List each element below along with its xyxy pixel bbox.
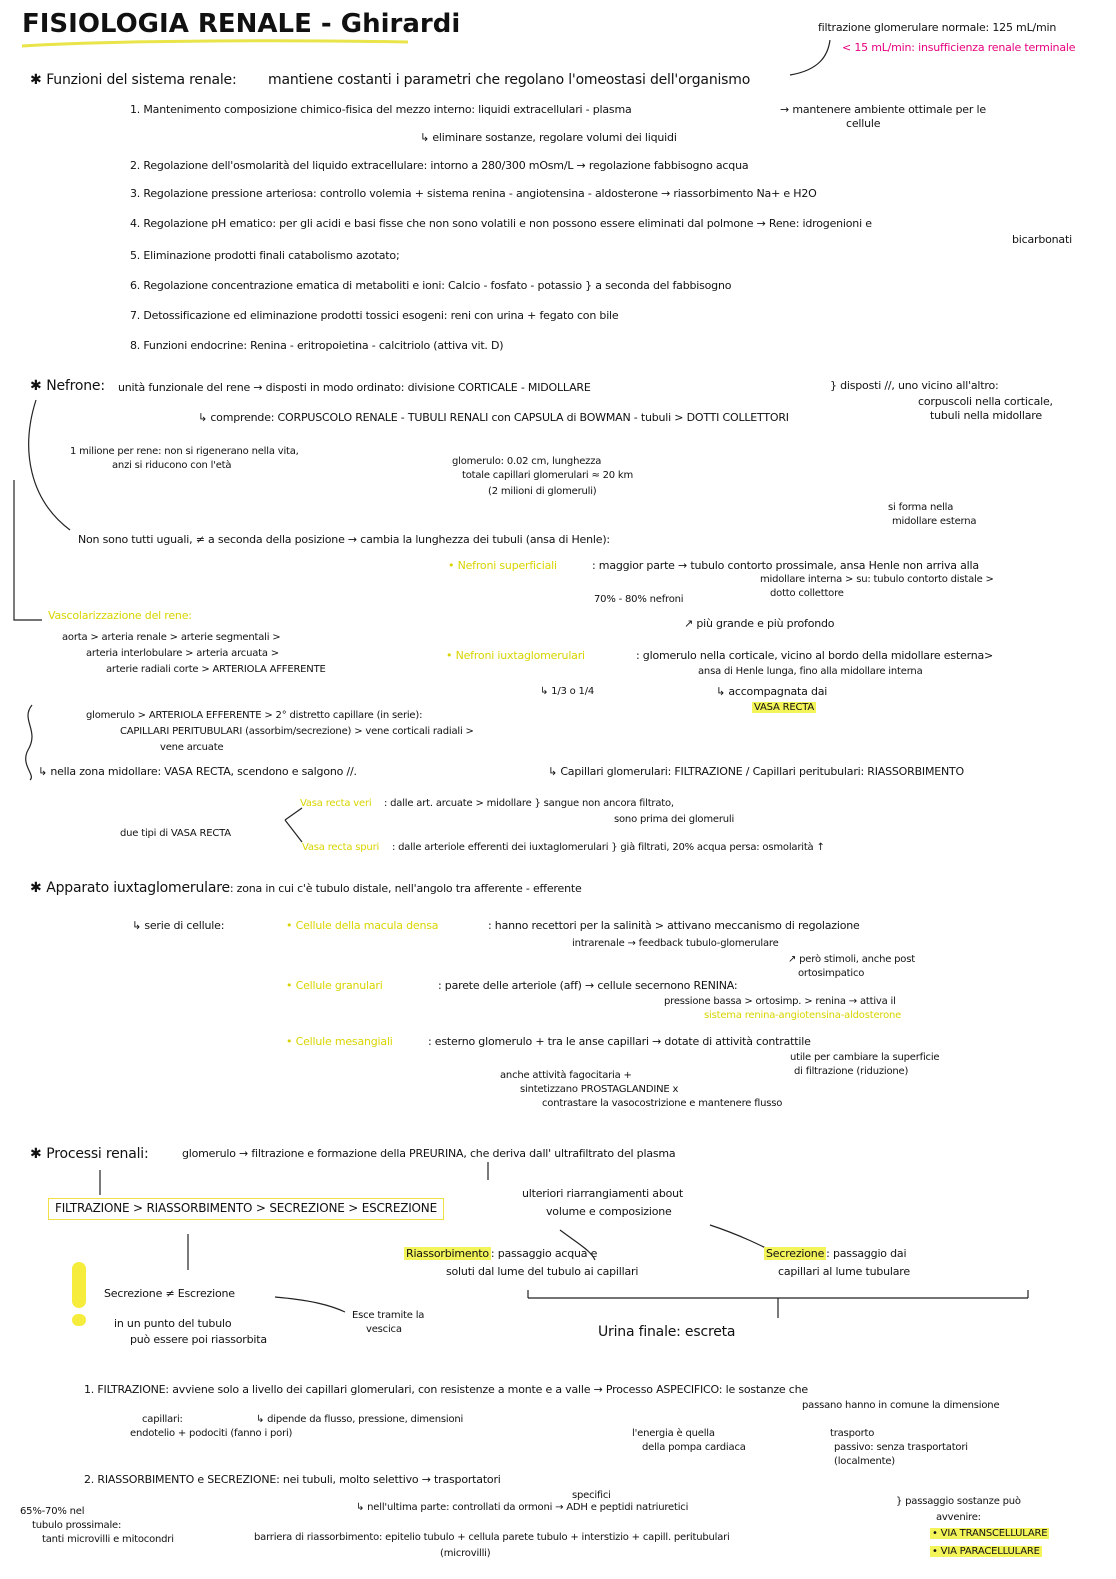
trasporto-1: trasporto [830,1428,875,1439]
cellule-granulari-text3: sistema renina-angiotensina-aldosterone [704,1010,902,1021]
nefrone-forma-2: midollare esterna [892,516,977,527]
nefroni-superficiali-pct: 70% - 80% nefroni [594,594,684,605]
macula-densa-label: • Cellule della macula densa [286,919,439,932]
gfr-insufficiency: < 15 mL/min: insufficienza renale terminale [842,41,1076,54]
funzioni-item-1: 1. Mantenimento composizione chimico-fisica del mezzo interno: liquidi extracellulari - plasma [130,103,632,116]
passaggio-1: } passaggio sostanze può [896,1496,1021,1507]
nefroni-superficiali-text: : maggior parte → tubulo contorto prossimale, ansa Henle non arriva alla [592,559,979,572]
riass-specifici: specifici [572,1490,611,1501]
macula-densa-text: : hanno recettori per la salinità > attivano meccanismo di regolazione [488,919,860,932]
nefroni-iuxta-text4: VASA RECTA [754,702,815,713]
energia-1: l'energia è quella [632,1428,715,1439]
funzioni-heading: ✱ Funzioni del sistema renale: [30,72,237,88]
secrezione-vs-3: può essere poi riassorbita [130,1333,267,1346]
funzioni-item-4: 4. Regolazione pH ematico: per gli acidi e basi fisse che non sono volatili e non possono essere eliminati dal polmone → Rene: idrogenioni e [130,217,872,230]
funzioni-item-4-cont: bicarbonati [1012,233,1072,246]
trasporto-3: (localmente) [834,1456,896,1467]
vasa-recta-spuri-text: : dalle arteriole efferenti dei iuxtaglomerulari } già filtrati, 20% acqua persa: osmolarità ↑ [392,842,825,853]
nefroni-iuxta-text3: ↳ accompagnata dai [716,685,828,698]
energia-2: della pompa cardiaca [642,1442,746,1453]
nefroni-iuxta-label: • Nefroni iuxtaglomerulari [446,649,585,662]
funzioni-item-1-right: → mantenere ambiente ottimale per le [780,103,986,116]
nefrone-forma-1: si forma nella [888,502,954,513]
funzioni-item-8: 8. Funzioni endocrine: Renina - eritropoietina - calcitriolo (attiva vit. D) [130,339,504,352]
nefroni-iuxta-top: ↗ più grande e più profondo [684,617,835,630]
filtrazione-line1: 1. FILTRAZIONE: avviene solo a livello dei capillari glomerulari, con resistenze a monte e a valle → Processo ASPECIFICO: le sostanze che [84,1383,808,1396]
vasc-heading: Vascolarizzazione del rene: [48,609,192,622]
vasc-line-5: CAPILLARI PERITUBULARI (assorbim/secrezione) > vene corticali radiali > [120,726,474,737]
nefrone-right3: tubuli nella midollare [930,409,1042,422]
nefrone-million-1: 1 milione per rene: non si rigenerano nella vita, [70,446,299,457]
processi-line1: glomerulo → filtrazione e formazione della PREURINA, che deriva dall' ultrafiltrato del plasma [182,1147,676,1160]
nefrone-million-2: anzi si riducono con l'età [112,460,232,471]
funzioni-item-7: 7. Detossificazione ed eliminazione prodotti tossici esogeni: reni con urina + fegato con bile [130,309,619,322]
processi-box: FILTRAZIONE > RIASSORBIMENTO > SECREZIONE > ESCREZIONE [48,1198,444,1220]
funzioni-item-5: 5. Eliminazione prodotti finali catabolismo azotato; [130,249,400,262]
macula-densa-text2: intrarenale → feedback tubulo-glomerulare [572,938,779,949]
nefrone-heading: ✱ Nefrone: [30,378,105,394]
warning-mark-bar [72,1262,86,1308]
vasc-line-3: arterie radiali corte > ARTERIOLA AFFERENTE [106,664,326,675]
filtrazione-capillari-b: endotelio + podociti (fanno i pori) [130,1428,293,1439]
cellule-mesangiali-label: • Cellule mesangiali [286,1035,393,1048]
processi-heading: ✱ Processi renali: [30,1146,149,1162]
nefrone-comprende: ↳ comprende: CORPUSCOLO RENALE - TUBULI RENALI con CAPSULA di BOWMAN - tubuli > DOTTI COLLETTORI [198,411,789,424]
cellule-granulari-text: : parete delle arteriole (aff) → cellule secernono RENINA: [438,979,738,992]
pct-2: tubulo prossimale: [32,1520,122,1531]
apparato-serie: ↳ serie di cellule: [132,919,225,932]
nefrone-notsame: Non sono tutti uguali, ≠ a seconda della posizione → cambia la lunghezza dei tubuli (ansa di Henle): [78,533,610,546]
capillari-line: ↳ Capillari glomerulari: FILTRAZIONE / Capillari peritubulari: RIASSORBIMENTO [548,765,965,778]
filtrazione-line1b: passano hanno in comune la dimensione [802,1400,1000,1411]
via-paracellulare: • VIA PARACELLULARE [932,1546,1040,1557]
vasa-recta-veri-label: Vasa recta veri [300,798,372,809]
page-title: FISIOLOGIA RENALE - Ghirardi [22,9,461,39]
secrezione-label: Secrezione : passaggio dai [766,1247,907,1260]
urina-finale: Urina finale: escreta [598,1324,736,1340]
warning-mark-dot [72,1314,86,1326]
funzioni-intro: mantiene costanti i parametri che regolano l'omeostasi dell'organismo [268,72,751,88]
secrezione-vs-2: in un punto del tubulo [114,1317,232,1330]
nefroni-iuxta-text: : glomerulo nella corticale, vicino al bordo della midollare esterna> [636,649,994,662]
nefroni-superficiali-text2: midollare interna > su: tubulo contorto distale > [760,574,994,585]
funzioni-item-1-sub: ↳ eliminare sostanze, regolare volumi dei liquidi [420,131,677,144]
apparato-heading: ✱ Apparato iuxtaglomerulare: zona in cui c'è tubulo distale, nell'angolo tra afferente - efferente [30,880,582,896]
riass-secr-line: 2. RIASSORBIMENTO e SECREZIONE: nei tubuli, molto selettivo → trasportatori [84,1473,501,1486]
nefrone-line1: unità funzionale del rene → disposti in modo ordinato: divisione CORTICALE - MIDOLLARE [118,381,591,394]
nefrone-glom-2: totale capillari glomerulari ≈ 20 km [462,470,634,481]
funzioni-item-3: 3. Regolazione pressione arteriosa: controllo volemia + sistema renina - angiotensina - aldosterone → riassorbimento Na+ e H2O [130,187,817,200]
funzioni-item-1-right2: cellule [846,117,881,130]
cellule-mesangiali-text2: utile per cambiare la superficie [790,1052,940,1063]
esce-2: vescica [366,1324,402,1335]
cellule-mesangiali-text6: contrastare la vasocostrizione e mantenere flusso [542,1098,783,1109]
barriera-riassorbimento: barriera di riassorbimento: epitelio tubulo + cellula parete tubulo + interstizio + capill. peritubulari [254,1532,730,1543]
nefrone-glom-1: glomerulo: 0.02 cm, lunghezza [452,456,602,467]
funzioni-item-2: 2. Regolazione dell'osmolarità del liquido extracellulare: intorno a 280/300 mOsm/L → regolazione fabbisogno acqua [130,159,749,172]
via-transcellulare: • VIA TRANSCELLULARE [932,1528,1048,1539]
barriera-microvilli: (microvilli) [440,1548,491,1559]
ultima-parte: ↳ nell'ultima parte: controllati da ormoni → ADH e peptidi natriuretici [356,1502,689,1513]
cellule-granulari-label: • Cellule granulari [286,979,383,992]
nefroni-iuxta-text2: ansa di Henle lunga, fino alla midollare interna [698,666,923,677]
pct-1: 65%-70% nel [20,1506,85,1517]
nefrone-right1: } disposti //, uno vicino all'altro: [830,379,999,392]
vasc-line-4: glomerulo > ARTERIOLA EFFERENTE > 2° distretto capillare (in serie): [86,710,423,721]
secrezione-text2: capillari al lume tubulare [778,1265,910,1278]
riassorbimento-text2: soluti dal lume del tubulo ai capillari [446,1265,639,1278]
riassorbimento-label: Riassorbimento : passaggio acqua e [406,1247,598,1260]
nefroni-superficiali-label: • Nefroni superficiali [448,559,557,572]
vasa-recta-spuri-label: Vasa recta spuri [302,842,380,853]
vasc-line-2: arteria interlobulare > arteria arcuata > [86,648,279,659]
nefroni-superficiali-text3: dotto collettore [770,588,844,599]
nefrone-right2: corpuscoli nella corticale, [918,395,1053,408]
filtrazione-dipende: ↳ dipende da flusso, pressione, dimensioni [256,1414,464,1425]
vasc-line-7: ↳ nella zona midollare: VASA RECTA, scendono e salgono //. [38,765,357,778]
granulari-note-2: ortosimpatico [798,968,865,979]
nefroni-iuxta-frac: ↳ 1/3 o 1/4 [540,686,595,697]
vasc-line-1: aorta > arteria renale > arterie segmentali > [62,632,281,643]
passaggio-2: avvenire: [936,1512,981,1523]
nefrone-glom-3: (2 milioni di glomeruli) [488,486,597,497]
vasc-two-types: due tipi di VASA RECTA [120,828,231,839]
cellule-mesangiali-text4: anche attività fagocitaria + [500,1070,632,1081]
pct-3: tanti microvilli e mitocondri [42,1534,174,1545]
cellule-mesangiali-text5: sintetizzano PROSTAGLANDINE x [520,1084,679,1095]
trasporto-2: passivo: senza trasportatori [834,1442,968,1453]
filtrazione-capillari-a: capillari: [142,1414,183,1425]
granulari-note-1: ↗ però stimoli, anche post [788,954,915,965]
vasc-line-6: vene arcuate [160,742,224,753]
cellule-mesangiali-text: : esterno glomerulo + tra le anse capillari → dotate di attività contrattile [428,1035,811,1048]
processi-ulteriori-2: volume e composizione [546,1205,672,1218]
cellule-granulari-text2: pressione bassa > ortosimp. > renina → attiva il [664,996,896,1007]
processi-ulteriori-1: ulteriori riarrangiamenti about [522,1187,684,1200]
secrezione-vs-escrezione: Secrezione ≠ Escrezione [104,1287,235,1300]
vasa-recta-veri-text: : dalle art. arcuate > midollare } sangue non ancora filtrato, [384,798,674,809]
cellule-mesangiali-text3: di filtrazione (riduzione) [794,1066,909,1077]
vasa-recta-veri-text2: sono prima dei glomeruli [614,814,735,825]
gfr-normal: filtrazione glomerulare normale: 125 mL/min [818,21,1057,34]
esce-1: Esce tramite la [352,1310,425,1321]
funzioni-item-6: 6. Regolazione concentrazione ematica di metaboliti e ioni: Calcio - fosfato - potassio } a seconda del fabbisogno [130,279,732,292]
